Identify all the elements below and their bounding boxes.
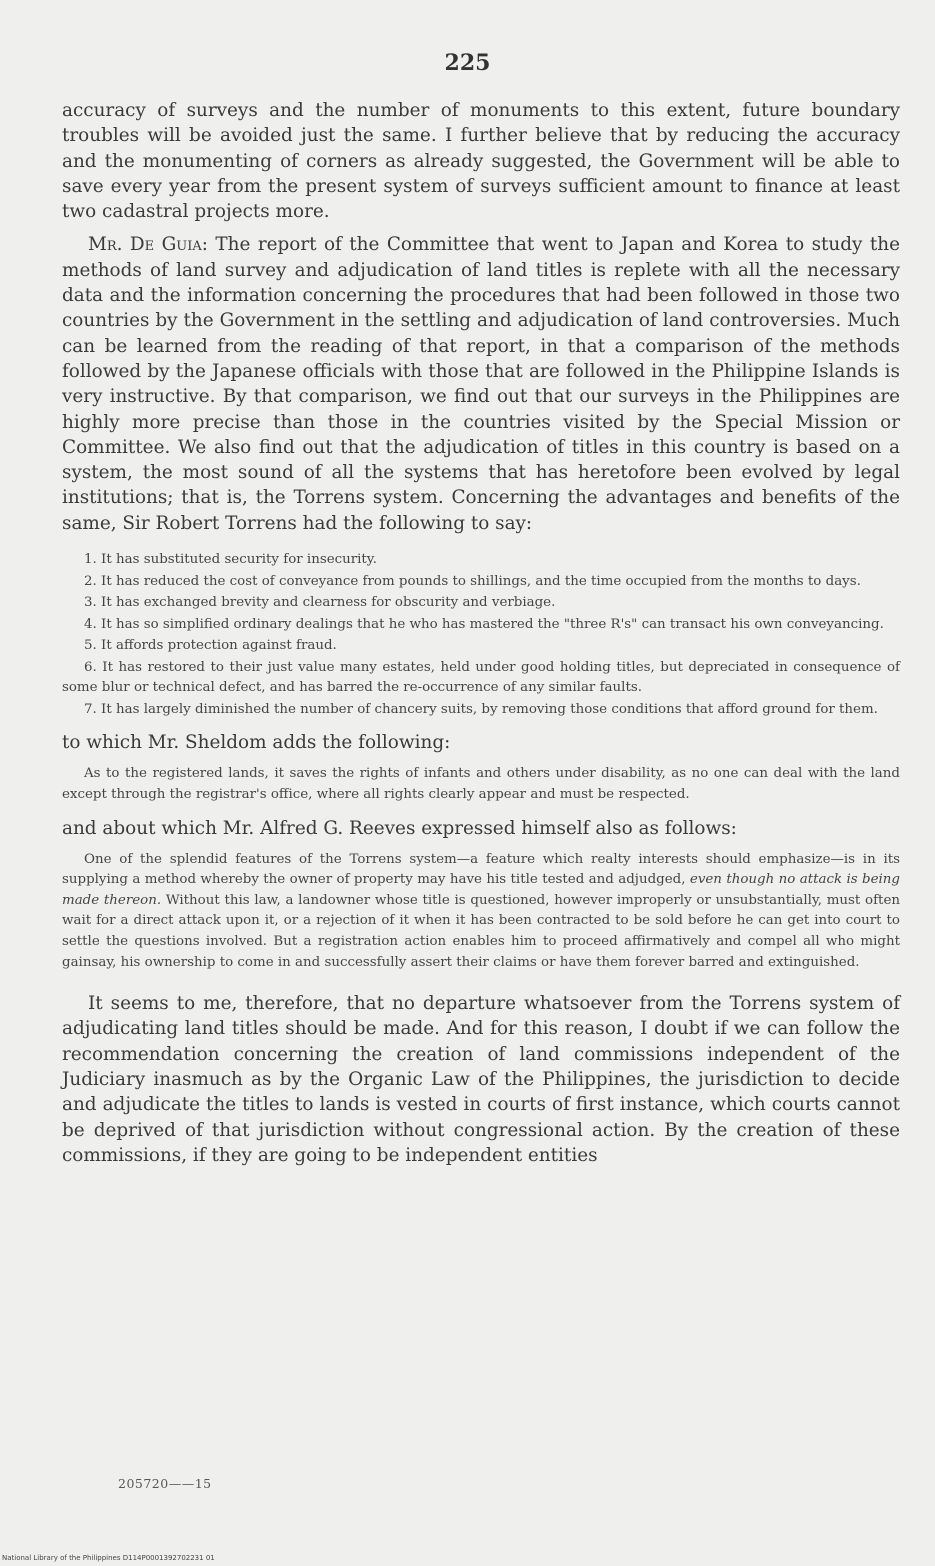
list-item: 4. It has so simplified ordinary dealings that he who has mastered the "three R's" can transact his own conveyancing. — [84, 616, 884, 632]
list-item: 2. It has reduced the cost of conveyance from pounds to shillings, and the time occupied from the months to days. — [84, 573, 861, 589]
sheldom-quote: As to the registered lands, it saves the rights of infants and others under disability, as no one can deal with the land except through the registrar's office, where all rights clearly appear and must be respected. — [62, 766, 900, 803]
sheldom-intro: to which Mr. Sheldom adds the following: — [62, 732, 451, 754]
reeves-quote-italic: even though no attack is being made thereon. — [62, 872, 900, 908]
list-item: 5. It affords protection against fraud. — [84, 638, 337, 654]
reeves-quote-part-b: Without this law, a landowner whose title is questioned, however improperly or unsubstantially, must often wait for a direct attack upon it, or a rejection of it when it has been contracted to be sold before he can get into court to settle the questions involved. But a registration action enables him to proceed affirmatively and compel all who might gainsay, his ownership to come in and successfully assert their claims or have them forever barred and extinguished. — [62, 892, 900, 970]
list-item: 3. It has exchanged brevity and clearness for obscurity and verbiage. — [84, 595, 556, 611]
page-number: 225 — [444, 50, 491, 76]
torrens-benefits-list — [62, 550, 900, 720]
list-item: 7. It has largely diminished the number of chancery suits, by removing those conditions that afford ground for them. — [84, 702, 878, 718]
list-item: 6. It has restored to their just value many estates, held under good holding titles, but depreciated in consequence of some blur or technical defect, and has barred the re-occurrence of any similar faults. — [62, 660, 900, 696]
page-body — [62, 98, 900, 1168]
reeves-quote-part-a: One of the splendid features of the Torrens system—a feature which realty interests should emphasize—is in its supplying a method whereby the owner of property may have his title tested and adjudged, — [62, 851, 900, 888]
speaker-name: Mr. De Guia: — [88, 234, 208, 256]
footer-print-code: 205720——15 — [118, 1476, 212, 1491]
scan-credit: National Library of the Philippines D114P0001392702231 01 — [2, 1554, 215, 1562]
list-item: 1. It has substituted security for insecurity. — [84, 552, 377, 568]
paragraph-conclusion: It seems to me, therefore, that no departure whatsoever from the Torrens system of adjudicating land titles should be made. And for this reason, I doubt if we can follow the recommendation concerning the creation of land commissions independent of the Judiciary inasmuch as by the Organic Law of the Philippines, the jurisdiction to decide and adjudicate the titles to lands is vested in courts of first instance, which courts cannot be deprived of that jurisdiction without congressional action. By the creation of these commissions, if they are going to be independent entities — [62, 993, 900, 1166]
paragraph-continued: accuracy of surveys and the number of monuments to this extent, future boundary troubles will be avoided just the same. I further believe that by reducing the accuracy and the monumenting of corners as already suggested, the Government will be able to save every year from the present system of surveys sufficient amount to finance at least two cadastral projects more. — [62, 100, 900, 223]
paragraph-de-guia-text: The report of the Committee that went to Japan and Korea to study the methods of land survey and adjudication of land titles is replete with all the necessary data and the information concerning the procedures that had been followed in those two countries by the Government in the settling and adjudication of land controversies. Much can be learned from the reading of that report, in that a comparison of the methods followed by the Japanese officials with those that are followed in the Philippine Islands is very instructive. By that comparison, we find out that our surveys in the Philippines are highly more precise than those in the countries visited by the Special Mission or Committee. We also find out that the adjudication of titles in this country is based on a system, the most sound of all the systems that has heretofore been evolved by legal institutions; that is, the Torrens system. Concerning the advantages and benefits of the same, Sir Robert Torrens had the following to say: — [62, 234, 900, 534]
reeves-quote — [62, 850, 900, 974]
reeves-intro: and about which Mr. Alfred G. Reeves expressed himself also as follows: — [62, 817, 737, 839]
paragraph-de-guia — [62, 232, 900, 536]
